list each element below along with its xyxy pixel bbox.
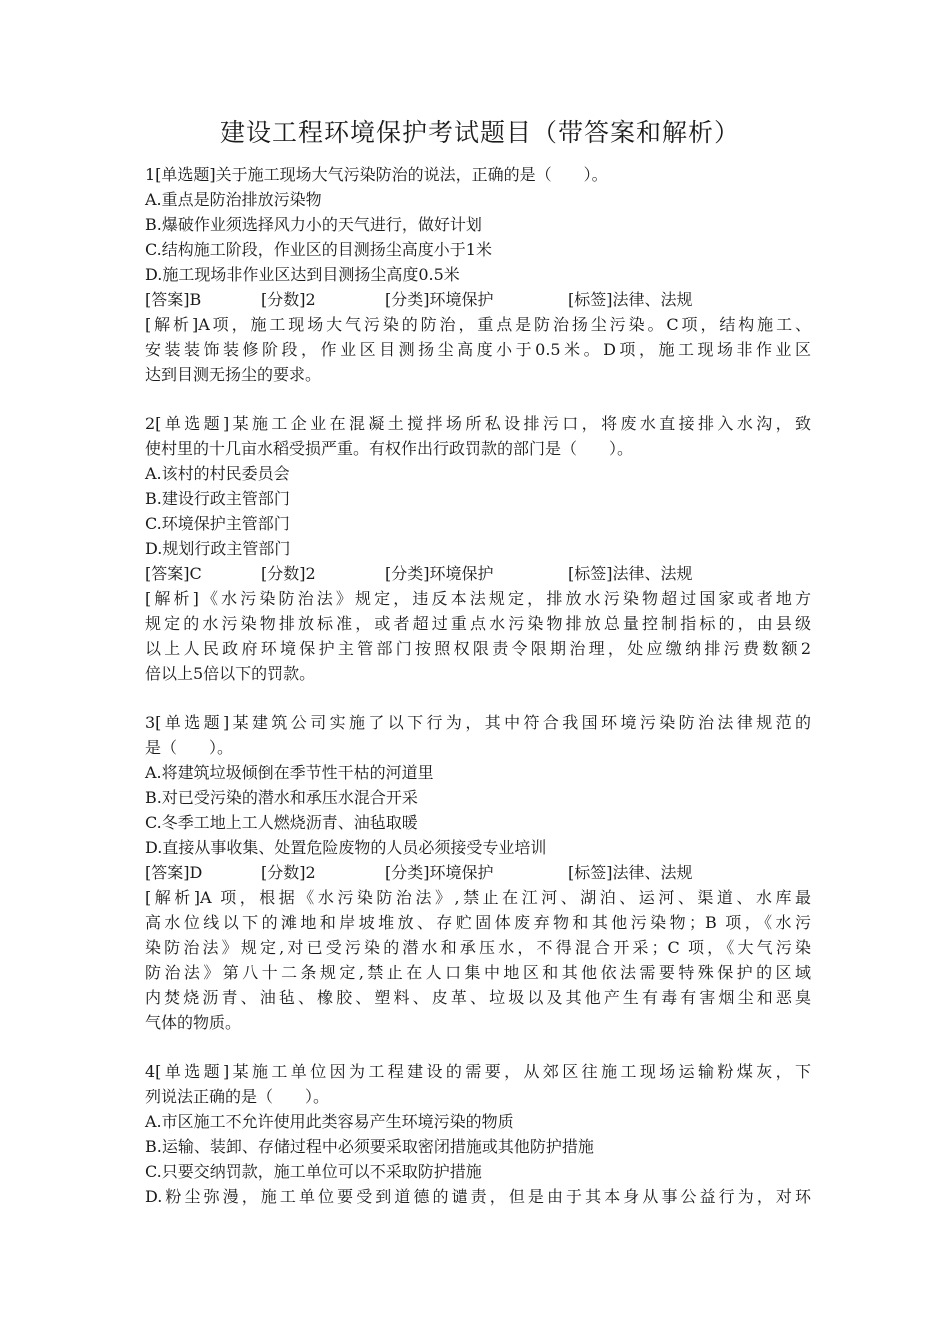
option-b: B.运输、装卸、存储过程中必须要采取密闭措施或其他防护措施 <box>145 1137 594 1156</box>
question-stem: 使村里的十几亩水稻受损严重。有权作出行政罚款的部门是（ ）。 <box>145 439 634 458</box>
question-stem: 是（ ）。 <box>145 738 234 757</box>
score-label: [分数]2 <box>261 863 316 882</box>
question-stem: 4[单选题]某施工单位因为工程建设的需要，从郊区往施工现场运输粉煤灰，下 <box>145 1062 811 1081</box>
category-label: [分类]环境保护 <box>385 863 494 882</box>
option-d: D.施工现场非作业区达到目测扬尘高度0.5米 <box>145 265 460 284</box>
option-b: B.对已受污染的潜水和承压水混合开采 <box>145 788 418 807</box>
analysis-line: 规定的水污染物排放标准，或者超过重点水污染物排放总量控制指标的，由县级 <box>145 614 811 633</box>
analysis-line: [解析]A项，施工现场大气污染的防治，重点是防治扬尘污染。C项，结构施工、 <box>145 315 811 334</box>
category-label: [分类]环境保护 <box>385 564 494 583</box>
option-d: D.规划行政主管部门 <box>145 539 291 558</box>
option-b: B.建设行政主管部门 <box>145 489 290 508</box>
question-1 <box>145 162 811 387</box>
analysis-line: 达到目测无扬尘的要求。 <box>145 365 322 384</box>
analysis-line: 染防治法》规定,对已受污染的潜水和承压水，不得混合开采；C 项，《大气污染 <box>145 938 811 957</box>
option-c: C.只要交纳罚款，施工单位可以不采取防护措施 <box>145 1162 482 1181</box>
option-c: C.环境保护主管部门 <box>145 514 290 533</box>
document-title: 建设工程环境保护考试题目（带答案和解析） <box>219 118 740 147</box>
tags-label: [标签]法律、法规 <box>568 863 693 882</box>
analysis-line: [解析]《水污染防治法》规定，违反本法规定，排放水污染物超过国家或者地方 <box>145 589 811 608</box>
question-4 <box>145 1059 811 1209</box>
score-label: [分数]2 <box>261 564 316 583</box>
option-c: C.结构施工阶段，作业区的目测扬尘高度小于1米 <box>145 240 492 259</box>
question-stem: 3[单选题]某建筑公司实施了以下行为，其中符合我国环境污染防治法律规范的 <box>145 713 811 732</box>
tags-label: [标签]法律、法规 <box>568 290 693 309</box>
analysis-line: 内焚烧沥青、油毡、橡胶、塑料、皮革、垃圾以及其他产生有毒有害烟尘和恶臭 <box>145 988 811 1007</box>
question-3 <box>145 710 811 1035</box>
category-label: [分类]环境保护 <box>385 290 494 309</box>
option-a: A.市区施工不允许使用此类容易产生环境污染的物质 <box>145 1112 514 1131</box>
option-c: C.冬季工地上工人燃烧沥青、油毡取暖 <box>145 813 418 832</box>
analysis-line: 倍以上5倍以下的罚款。 <box>145 664 316 683</box>
question-2 <box>145 411 811 686</box>
analysis-line: 安装装饰装修阶段，作业区目测扬尘高度小于0.5米。D项，施工现场非作业区 <box>145 340 811 359</box>
question-stem: 2[单选题]某施工企业在混凝土搅拌场所私设排污口，将废水直接排入水沟，致 <box>145 414 811 433</box>
analysis-line: 气体的物质。 <box>145 1013 242 1032</box>
option-a: A.将建筑垃圾倾倒在季节性干枯的河道里 <box>145 763 434 782</box>
score-label: [分数]2 <box>261 290 316 309</box>
option-a: A.重点是防治排放污染物 <box>145 190 322 209</box>
answer-label: [答案]B <box>145 290 202 309</box>
answer-meta <box>145 860 811 885</box>
option-d: D.直接从事收集、处置危险废物的人员必须接受专业培训 <box>145 838 547 857</box>
answer-label: [答案]D <box>145 863 203 882</box>
analysis-line: 高水位线以下的滩地和岸坡堆放、存贮固体废弃物和其他污染物；B 项，《水污 <box>145 913 811 932</box>
option-a: A.该村的村民委员会 <box>145 464 290 483</box>
answer-meta <box>145 561 811 586</box>
tags-label: [标签]法律、法规 <box>568 564 693 583</box>
analysis-line: [解析]A 项，根据《水污染防治法》,禁止在江河、湖泊、运河、渠道、水库最 <box>145 888 811 907</box>
option-b: B.爆破作业须选择风力小的天气进行，做好计划 <box>145 215 482 234</box>
analysis-line: 以上人民政府环境保护主管部门按照权限责令限期治理，处应缴纳排污费数额2 <box>145 639 811 658</box>
question-stem: 列说法正确的是（ ）。 <box>145 1087 330 1106</box>
answer-meta <box>145 287 811 312</box>
analysis-line: 防治法》第八十二条规定,禁止在人口集中地区和其他依法需要特殊保护的区域 <box>145 963 811 982</box>
answer-label: [答案]C <box>145 564 202 583</box>
option-d: D.粉尘弥漫，施工单位要受到道德的谴责，但是由于其本身从事公益行为，对环 <box>145 1187 811 1206</box>
question-stem: 1[单选题]关于施工现场大气污染防治的说法，正确的是（ ）。 <box>145 165 608 184</box>
